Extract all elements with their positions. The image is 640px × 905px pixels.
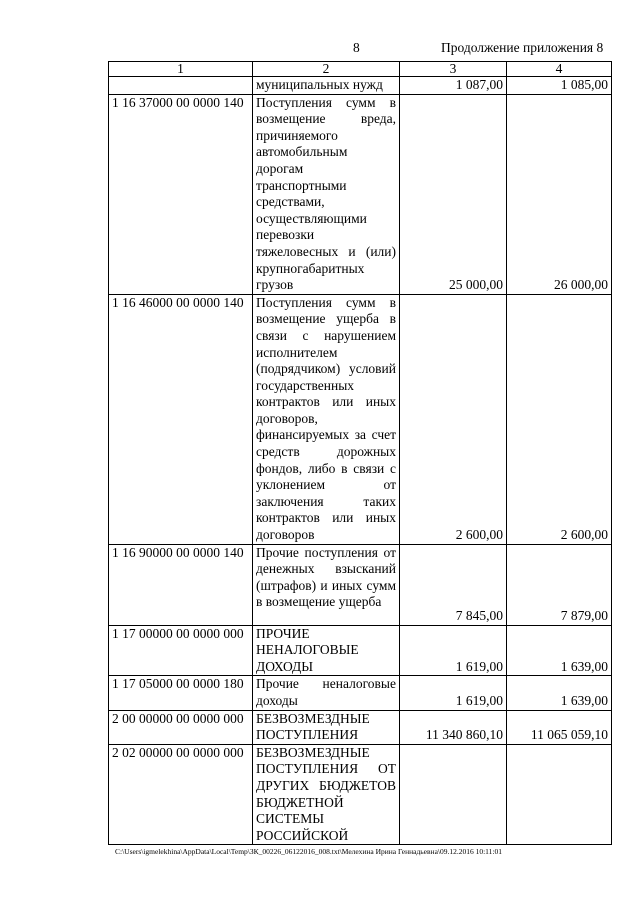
budget-code-cell: 2 02 00000 00 0000 000 (109, 744, 253, 845)
column-number-1: 1 (109, 62, 253, 77)
budget-code-cell: 2 00 00000 00 0000 000 (109, 710, 253, 744)
budget-code-cell (109, 77, 253, 95)
amount-col3-cell: 2 600,00 (400, 294, 507, 544)
column-number-3: 3 (400, 62, 507, 77)
table-row (109, 294, 612, 544)
table-row (109, 676, 612, 710)
footer-file-path: C:\Users\igmelekhina\AppData\Local\Temp\ЗК_00226_06122016_008.txt\Мелехина Ирина Геннадьевна\09.12.2016 10:11:01 (115, 847, 502, 856)
amount-col3-cell (400, 744, 507, 845)
budget-code-cell: 1 16 90000 00 0000 140 (109, 544, 253, 625)
item-name-cell: Поступления сумм в возмещение вреда, причиняемого автомобильным дорогам транспортными средствами, осуществляющими перевозки тяжеловесных и (или) крупногабаритных грузов (253, 94, 400, 294)
item-name-cell: БЕЗВОЗМЕЗДНЫЕ ПОСТУПЛЕНИЯ ОТ ДРУГИХ БЮДЖЕТОВ БЮДЖЕТНОЙ СИСТЕМЫ РОССИЙСКОЙ (253, 744, 400, 845)
amount-col4-cell: 11 065 059,10 (507, 710, 612, 744)
amount-col4-cell (507, 744, 612, 845)
item-name-cell: Прочие поступления от денежных взысканий (штрафов) и иных сумм в возмещение ущерба (253, 544, 400, 625)
revenue-table (108, 61, 612, 845)
item-name-cell: ПРОЧИЕ НЕНАЛОГОВЫЕ ДОХОДЫ (253, 625, 400, 676)
amount-col4-cell: 1 639,00 (507, 676, 612, 710)
column-number-2: 2 (253, 62, 400, 77)
table-row (109, 77, 612, 95)
item-name-cell: Поступления сумм в возмещение ущерба в связи с нарушением исполнителем (подрядчиком) условий государственных контрактов или иных договоров, финансируемых за счет средств дорожных фондов, либо в связи с уклонением от заключения таких контрактов или иных договоров (253, 294, 400, 544)
table-row (109, 94, 612, 294)
amount-col4-cell: 26 000,00 (507, 94, 612, 294)
amount-col4-cell: 1 639,00 (507, 625, 612, 676)
budget-code-cell: 1 16 37000 00 0000 140 (109, 94, 253, 294)
item-name-cell: Прочие неналоговые доходы (253, 676, 400, 710)
item-name-cell: муниципальных нужд (253, 77, 400, 95)
table-row (109, 544, 612, 625)
column-number-4: 4 (507, 62, 612, 77)
table-row (109, 625, 612, 676)
amount-col3-cell: 1 619,00 (400, 676, 507, 710)
amount-col4-cell: 2 600,00 (507, 294, 612, 544)
amount-col3-cell: 25 000,00 (400, 94, 507, 294)
item-name-cell: БЕЗВОЗМЕЗДНЫЕ ПОСТУПЛЕНИЯ (253, 710, 400, 744)
budget-code-cell: 1 17 00000 00 0000 000 (109, 625, 253, 676)
column-number-row (109, 62, 612, 77)
continuation-label: Продолжение приложения 8 (441, 40, 604, 55)
amount-col4-cell: 7 879,00 (507, 544, 612, 625)
amount-col3-cell: 7 845,00 (400, 544, 507, 625)
amount-col3-cell: 1 619,00 (400, 625, 507, 676)
table-row (109, 710, 612, 744)
budget-code-cell: 1 17 05000 00 0000 180 (109, 676, 253, 710)
amount-col3-cell: 11 340 860,10 (400, 710, 507, 744)
amount-col4-cell: 1 085,00 (507, 77, 612, 95)
budget-code-cell: 1 16 46000 00 0000 140 (109, 294, 253, 544)
page-number: 8 (353, 40, 360, 55)
table-row (109, 744, 612, 845)
amount-col3-cell: 1 087,00 (400, 77, 507, 95)
